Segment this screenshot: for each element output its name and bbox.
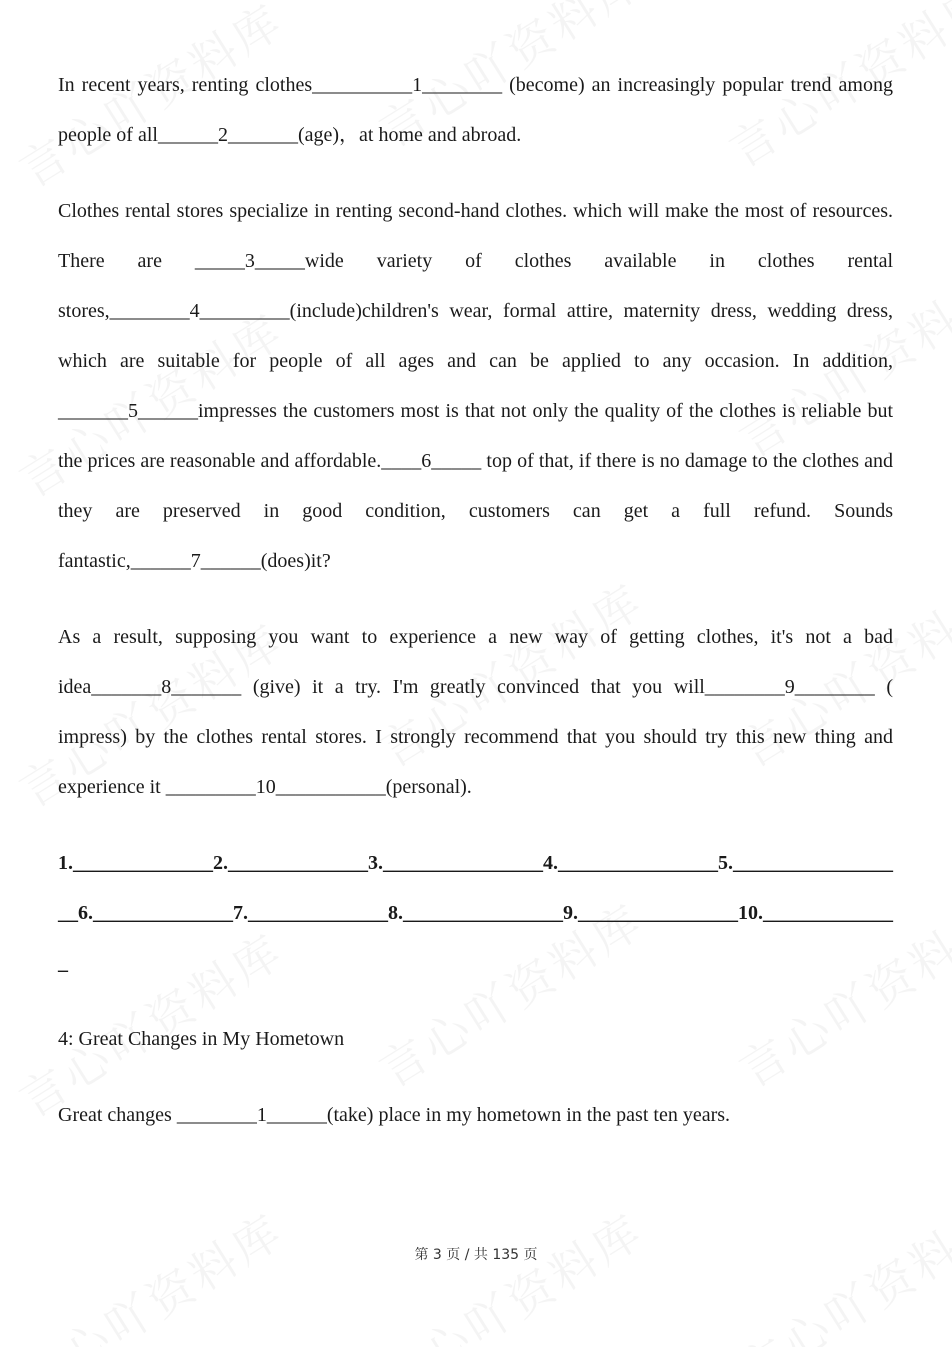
watermark-text [725, 1186, 952, 1347]
passage-paragraph: Great changes ________1______(take) place in my hometown in the past ten years. [58, 1104, 731, 1126]
answer-blanks: 1.______________2.______________3.________________4.________________5.__________________6.______________7.______________8.________________9.________________10.______________ [58, 852, 893, 974]
document-body [58, 60, 893, 1140]
section-title: 4: Great Changes in My Hometown [58, 1028, 345, 1050]
watermark-text [365, 1196, 654, 1347]
passage-paragraph: In recent years, renting clothes__________1________ (become) an increasingly popular trend among people of all______2_______(age)，at home and abroad. [58, 74, 893, 146]
passage-paragraph: As a result, supposing you want to experience a new way of getting clothes, it's not a bad idea_______8_______ (give) it a try. I'm greatly convinced that you will________9________ ( impress) by the clothes rental stores. I strongly recommend that you should try this new thing and experience it _________10___________(personal). [58, 626, 893, 798]
watermark-text [5, 1196, 294, 1347]
page-number: 第 3 页 / 共 135 页 [414, 1247, 538, 1263]
passage-paragraph: Clothes rental stores specialize in renting second-hand clothes. which will make the most of resources. There are _____3_____wide variety of clothes available in clothes rental stores,________4_________(include)children's wear, formal attire, maternity dress, wedding dress, which are suitable for people of all ages and can be applied to any occasion. In addition, _______5______impresses the customers most is that not only the quality of the clothes is reliable but the prices are reasonable and affordable.____6_____ top of that, if there is no damage to the clothes and they are preserved in good condition, customers can get a full refund. Sounds fantastic,______7______(does)it? [58, 200, 893, 572]
